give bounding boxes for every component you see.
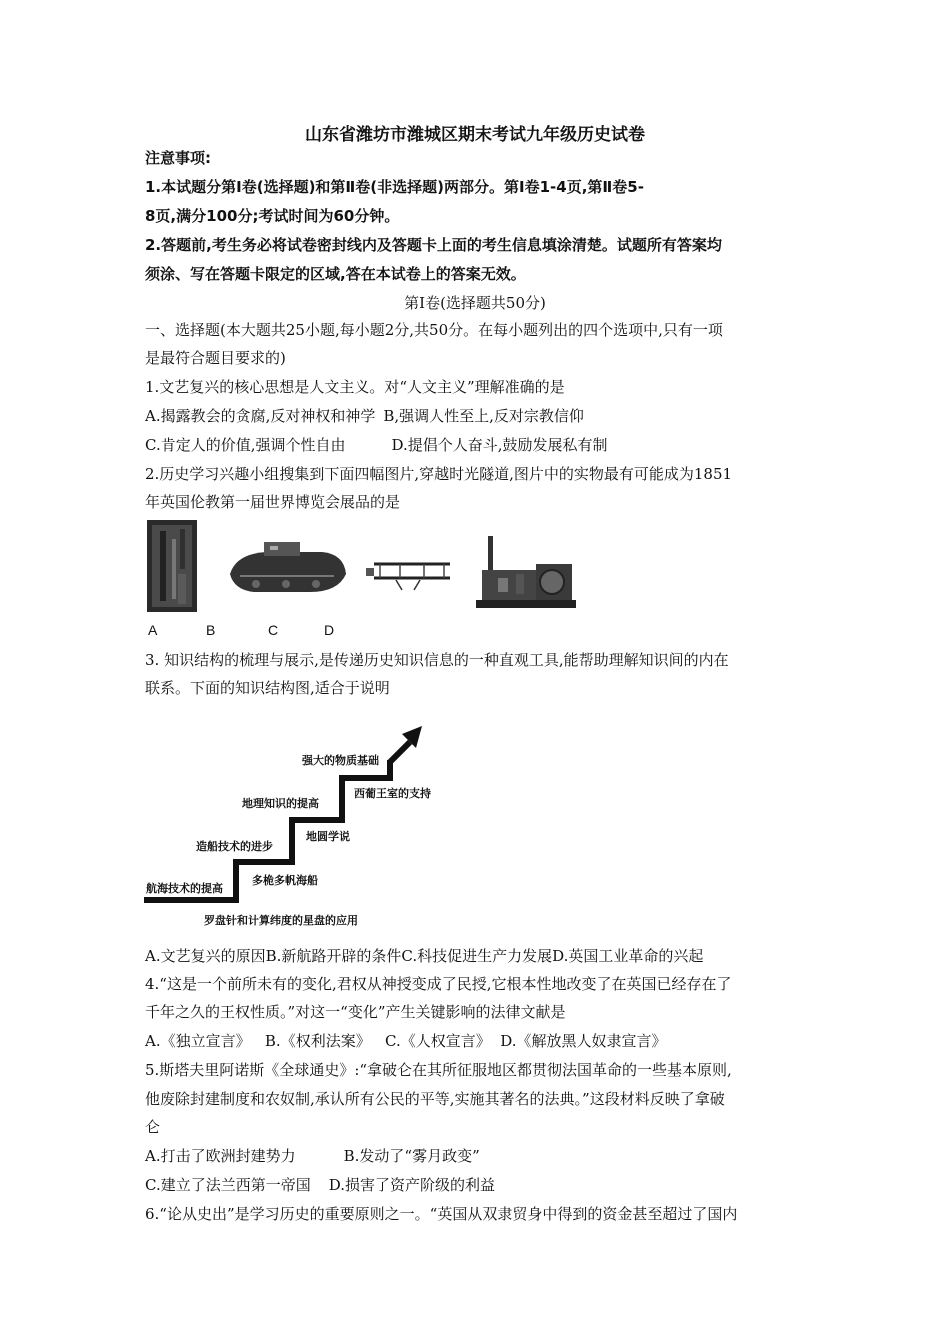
q2-image-d-steam-engine [474, 534, 580, 612]
q2-stem-a: 2.历史学习兴趣小组搜集到下面四幅图片,穿越时光隧道,图片中的实物最有可能成为1851 [145, 465, 733, 483]
diagram-label-top: 强大的物质基础 [302, 754, 379, 767]
notes-line-2b: 须涂、写在答题卡限定的区域,答在本试卷上的答案无效。 [145, 265, 526, 283]
diagram-label-low-left: 航海技术的提高 [146, 882, 223, 895]
q4-stem-b: 千年之久的王权性质。”对这一“变化”产生关键影响的法律文献是 [145, 1003, 566, 1021]
notes-heading: 注意事项: [145, 149, 211, 167]
q6-stem: 6.“论从史出”是学习历史的重要原则之一。“英国从双隶贸身中得到的资金甚至超过了国内 [145, 1205, 738, 1223]
q5-option-a: A.打击了欧洲封建势力 [145, 1147, 296, 1165]
q2-image-a [146, 519, 198, 613]
q2-label-a: A [148, 622, 158, 638]
q3-stem-b: 联系。下面的知识结构图,适合于说明 [145, 679, 390, 697]
q1-options-row2 [145, 435, 608, 455]
q2-label-d: D [324, 622, 335, 638]
instructions-a: 一、选择题(本大题共25小题,每小题2分,共50分。在每小题列出的四个选项中,只有一项 [145, 321, 723, 339]
q2-stem-b: 年英国伦教第一届世界博览会展品的是 [145, 493, 401, 511]
diagram-label-upper-right: 西葡王室的支持 [354, 787, 431, 800]
q5-stem-c: 仑 [145, 1118, 161, 1136]
q2-label-b: B [206, 622, 216, 638]
notes-line-2a: 2.答题前,考生务必将试卷密封线内及答题卡上面的考生信息填涂清楚。试题所有答案均 [145, 236, 722, 254]
diagram-label-mid-right: 地圆学说 [306, 830, 350, 843]
q1-options-row1 [145, 406, 584, 426]
section-title: 第Ⅰ卷(选择题共50分) [404, 294, 546, 312]
diagram-label-upper-left: 地理知识的提高 [242, 797, 319, 810]
q3-stem-a: 3. 知识结构的梳理与展示,是传递历史知识信息的一种直观工具,能帮助理解知识间的内在 [145, 651, 729, 669]
q1-stem: 1.文艺复兴的核心思想是人文主义。对“人文主义”理解准确的是 [145, 378, 565, 396]
q5-option-c: C.建立了法兰西第一帝国 [145, 1176, 311, 1194]
notes-line-1b: 8页,满分100分;考试时间为60分钟。 [145, 207, 400, 225]
q5-stem-a: 5.斯塔夫里阿诺斯《全球通史》:“拿破仑在其所征服地区都贯彻法国革命的一些基本原则, [145, 1061, 732, 1079]
q1-option-c: C.肯定人的价值,强调个性自由 [145, 436, 346, 454]
q4-stem-a: 4.“这是一个前所未有的变化,君权从神授变成了民授,它根本性地改变了在英国已经存在了 [145, 975, 732, 993]
diagram-label-mid-left: 造船技术的进步 [196, 840, 273, 853]
instructions-b: 是最符合题目要求的) [145, 349, 286, 367]
q5-option-b: B.发动了“雾月政变” [343, 1147, 480, 1165]
exam-title: 山东省潍坊市潍城区期末考试九年级历史试卷 [305, 125, 645, 145]
q1-option-a: A.揭露教会的贪腐,反对神权和神学 [145, 407, 376, 425]
q1-option-b: B,强调人性至上,反对宗教信仰 [383, 407, 584, 425]
q2-image-b-tank [226, 540, 350, 596]
diagram-label-low-right: 多桅多帆海船 [252, 874, 318, 887]
q5-stem-b: 他废除封建制度和农奴制,承认所有公民的平等,实施其著名的法典。”这段材料反映了拿破 [145, 1090, 725, 1108]
q5-options-row2 [145, 1175, 495, 1195]
q3-options: A.文艺复兴的原因B.新航路开辟的条件C.科技促进生产力发展D.英国工业革命的兴起 [145, 947, 704, 965]
diagram-label-bottom: 罗盘针和计算纬度的星盘的应用 [204, 914, 358, 927]
notes-line-1a: 1.本试题分第Ⅰ卷(选择题)和第Ⅱ卷(非选择题)两部分。第Ⅰ卷1-4页,第Ⅱ卷5- [145, 178, 644, 196]
q2-label-c: C [268, 622, 279, 638]
q4-options: A.《独立宣言》 B.《权利法案》 C.《人权宣言》 D.《解放黑人奴隶宣言》 [145, 1032, 667, 1050]
q5-option-d: D.损害了资产阶级的利益 [328, 1176, 495, 1194]
q1-option-d: D.提倡个人奋斗,鼓励发展私有制 [391, 436, 608, 454]
q2-image-c-airplane [366, 556, 454, 592]
q5-options-row1 [145, 1146, 480, 1166]
